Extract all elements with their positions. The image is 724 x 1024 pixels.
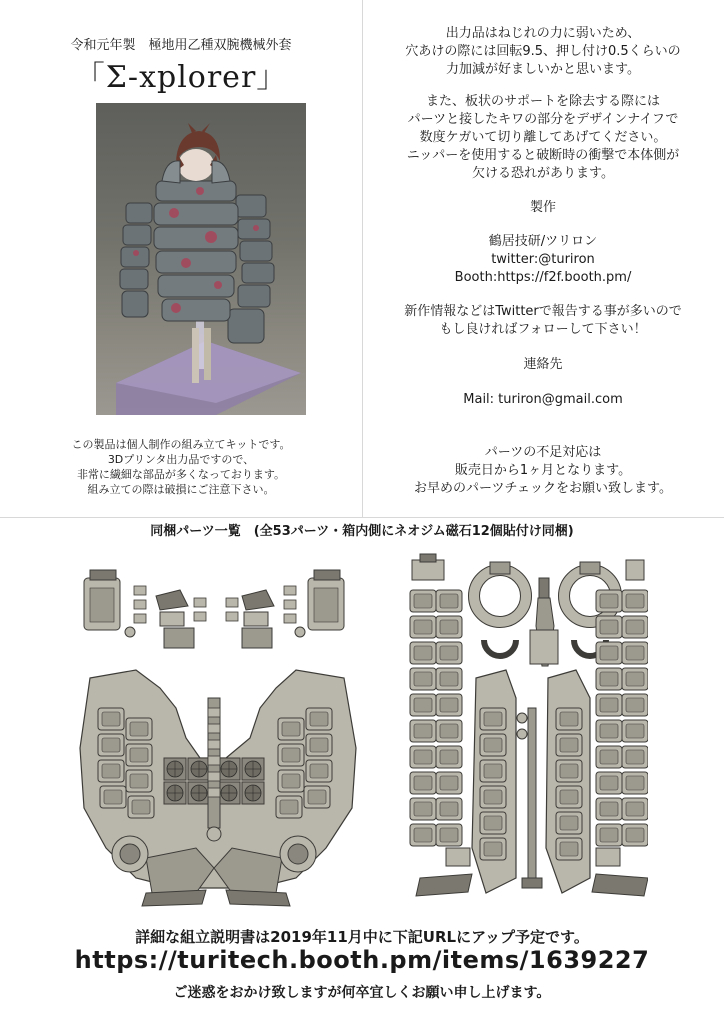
support-line: 数度ケガいて切り離してあげてください。 [419, 130, 667, 145]
shortage-line: お早めのパーツチェックをお願い致します。 [413, 481, 673, 496]
left-top-parts [84, 570, 344, 648]
figure-illustration [96, 103, 306, 415]
disclaimer-line: この製品は個人制作の組み立てキットです。 [71, 438, 291, 451]
parts-list-title: 同梱パーツ一覧 (全53パーツ・箱内側にネオジム磁石12個貼付け同梱) [150, 524, 574, 539]
support-removal-notes [362, 93, 724, 183]
assembly-line: 穴あけの際には回転9.5、押し付け0.5くらいの [405, 44, 681, 59]
disclaimer-notes [0, 437, 362, 497]
credit-twitter: twitter:@turiron [491, 252, 595, 267]
product-title: 「Σ-xplorer」 [74, 60, 288, 95]
shortage-line: パーツの不足対応は [484, 445, 602, 460]
product-subtitle: 令和元年製 極地用乙種双腕機械外套 [70, 38, 292, 53]
news-line: 新作情報などはTwitterで報告する事が多いので [404, 304, 682, 319]
credits [362, 233, 724, 287]
manual-notice: 詳細な組立説明書は2019年11月中に下記URLにアップ予定です。 [135, 928, 589, 946]
shortage-line: 販売日から1ヶ月となります。 [454, 463, 632, 478]
fold-line-horizontal [0, 517, 724, 518]
apology-notice: ご迷惑をおかけ致しますが何卒宜しくお願い申し上げます。 [173, 985, 551, 1001]
assembly-line: 力加減が好ましいかと思います。 [446, 62, 640, 77]
credit-booth: Booth:https://f2f.booth.pm/ [454, 270, 632, 285]
support-line: ニッパーを使用すると破断時の衝撃で本体側が [406, 148, 680, 163]
support-line: パーツと接したキワの部分をデザインナイフで [407, 112, 679, 127]
disclaimer-line: 3Dプリンタ出力品ですので、 [107, 453, 255, 466]
assembly-line: 出力品はねじれの力に弱いため、 [445, 26, 641, 41]
contact-heading: 連絡先 [523, 357, 563, 372]
support-line: 欠ける恐れがあります。 [472, 166, 614, 181]
disclaimer-line: 組み立ての際は破損にご注意下さい。 [87, 483, 275, 496]
product-photo [96, 103, 306, 415]
news-notes [362, 303, 724, 339]
assembly-notes [362, 25, 724, 79]
left-body-part [80, 670, 356, 906]
credits-heading: 製作 [529, 200, 556, 215]
parts-diagram [76, 548, 648, 920]
support-line: また、板状のサポートを除去する際には [425, 94, 660, 109]
booth-url: https://turitech.booth.pm/items/1639227 [74, 946, 650, 974]
shortage-notes [362, 444, 724, 498]
credit-maker: 鶴居技研/ツリロン [488, 234, 598, 249]
contact-mail: Mail: turiron@gmail.com [463, 392, 623, 407]
disclaimer-line: 非常に繊細な部品が多くなっております。 [76, 468, 286, 481]
news-line: もし良ければフォローして下さい！ [439, 322, 647, 337]
